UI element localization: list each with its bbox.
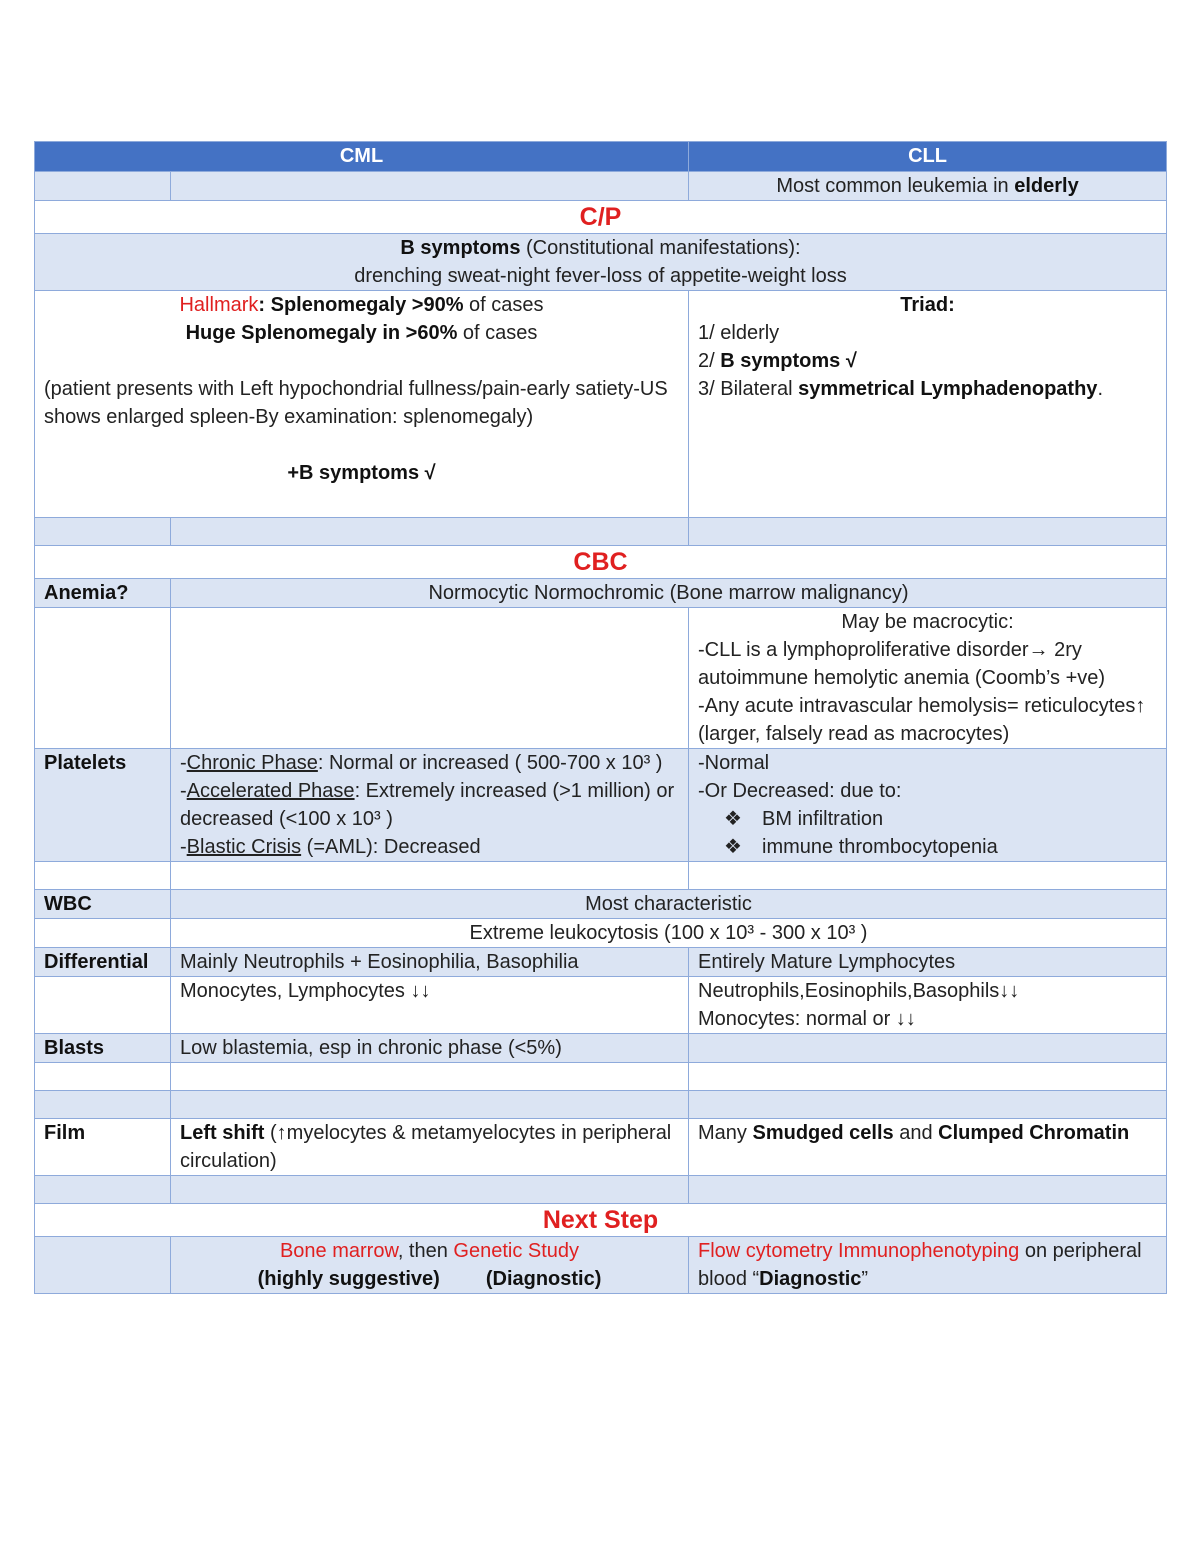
empty-cell [35, 1237, 171, 1294]
cml-presentation: (patient presents with Left hypochondrial fullness/pain-early satiety-US shows enlarged spleen-By examination: splenomegaly) [44, 378, 668, 428]
film-cml-rest: (↑myelocytes & metamyelocytes in peripheral circulation) [180, 1122, 672, 1172]
blank-row [35, 518, 1167, 546]
empty-cell [171, 862, 689, 890]
cll-triad-item3 [698, 375, 1157, 403]
cml-plt-accel: -Accelerated Phase: Extremely increased (>1 million) or decreased (<100 x 10³ ) [180, 780, 675, 830]
hallmark-colon: : [258, 294, 271, 316]
cll-next-cell [689, 1237, 1167, 1294]
empty-cell [171, 1063, 689, 1091]
row-film [35, 1119, 1167, 1176]
row-wbc-2 [35, 919, 1167, 948]
label-differential: Differential [35, 948, 171, 977]
cll-common-cell [689, 172, 1167, 201]
cml-next-line1 [180, 1237, 679, 1265]
row-b-symptoms [35, 234, 1167, 291]
label-blasts: Blasts [35, 1034, 171, 1063]
accel-label: Accelerated Phase [186, 780, 355, 802]
cll-triad-item1: 1/ elderly [698, 322, 780, 344]
row-wbc [35, 890, 1167, 919]
empty-cell [35, 1063, 171, 1091]
cml-platelets-cell [171, 749, 689, 862]
wbc-shared2: Extreme leukocytosis (100 x 10³ - 300 x 10³ ) [171, 919, 1167, 948]
hallmark-label: Hallmark [179, 294, 259, 316]
anemia-shared: Normocytic Normochromic (Bone marrow malignancy) [171, 579, 1167, 608]
label-wbc: WBC [35, 890, 171, 919]
empty-cell [35, 608, 171, 749]
next-note2: (Diagnostic) [485, 1268, 602, 1290]
empty-cell [35, 919, 171, 948]
empty-cell [171, 1091, 689, 1119]
cll-plt-bullet1 [698, 805, 1157, 833]
cll-plt-line2: -Or Decreased: due to: [698, 780, 902, 802]
blastic-label: Blastic Crisis [186, 836, 302, 858]
row-next-step [35, 1237, 1167, 1294]
cml-blasts: Low blastemia, esp in chronic phase (<5%) [171, 1034, 689, 1063]
b-symptoms-cell [35, 234, 1167, 291]
cll-diff-line1: Entirely Mature Lymphocytes [689, 948, 1167, 977]
section-title-cp: C/P [35, 201, 1167, 234]
empty-cell [171, 172, 689, 201]
b-symptoms-list: drenching sweat-night fever-loss of appetite-weight loss [354, 265, 847, 287]
next-genetic: Genetic Study [453, 1240, 580, 1262]
cml-diff-line1: Mainly Neutrophils + Eosinophilia, Basophilia [171, 948, 689, 977]
empty-cell [689, 1063, 1167, 1091]
empty-cell [689, 1034, 1167, 1063]
empty-cell [689, 1091, 1167, 1119]
row-differential [35, 948, 1167, 977]
b-symptoms-rest: (Constitutional manifestations): [520, 237, 801, 259]
comparison-table [34, 141, 1167, 1294]
row-anemia-detail [35, 608, 1167, 749]
cll-anemia-cell [689, 608, 1167, 749]
bullet2-text: immune thrombocytopenia [762, 836, 998, 858]
huge-bold: Huge Splenomegaly in >60% [185, 322, 458, 344]
film-cml-bold: Left shift [180, 1122, 265, 1144]
chronic-text: : Normal or increased ( 500-700 x 10³ ) [317, 752, 663, 774]
cml-plus-b: +B symptoms √ [287, 462, 436, 484]
header-cll: CLL [689, 142, 1167, 172]
next-bone-marrow: Bone marrow [279, 1240, 398, 1262]
empty-cell [171, 518, 689, 546]
row-cp-detail [35, 291, 1167, 518]
diamond-bullet-icon: ❖ [724, 836, 742, 858]
cll-cp-cell [689, 291, 1167, 518]
cll-diff-line3: Monocytes: normal or ↓↓ [698, 1008, 916, 1030]
wbc-shared1: Most characteristic [171, 890, 1167, 919]
next-flow-rest: on peripheral blood “ [698, 1240, 1142, 1290]
section-next-row [35, 1204, 1167, 1237]
cll-triad-title: Triad: [900, 294, 955, 316]
hallmark-rest: of cases [463, 294, 544, 316]
b-symptoms-line [44, 234, 1157, 262]
empty-cell [689, 518, 1167, 546]
empty-cell [689, 862, 1167, 890]
row-anemia [35, 579, 1167, 608]
diamond-bullet-icon: ❖ [724, 808, 742, 830]
bullet1-text: BM infiltration [762, 808, 884, 830]
label-film: Film [35, 1119, 171, 1176]
cml-plt-blastic: -Blastic Crisis (=AML): Decreased [180, 836, 481, 858]
row-blasts [35, 1034, 1167, 1063]
spacer [44, 347, 679, 375]
section-cbc-row [35, 546, 1167, 579]
cll-diff-line2: Neutrophils,Eosinophils,Basophils↓↓ [698, 980, 1020, 1002]
section-title-cbc: CBC [35, 546, 1167, 579]
cml-diff-line2: Monocytes, Lymphocytes ↓↓ [171, 977, 689, 1034]
film-cll-pre: Many [698, 1122, 753, 1144]
next-flow: Flow cytometry Immunophenotyping [698, 1240, 1020, 1262]
blank-row [35, 1091, 1167, 1119]
cll-anemia-line3: -Any acute intravascular hemolysis= reticulocytes↑ (larger, falsely read as macrocytes) [698, 695, 1146, 745]
empty-cell [35, 518, 171, 546]
item3-num: 3/ Bilateral [698, 378, 799, 400]
cll-common-bold: elderly [1014, 175, 1079, 197]
huge-rest: of cases [457, 322, 538, 344]
item2-bold: B symptoms √ [720, 350, 857, 372]
cll-platelets-cell [689, 749, 1167, 862]
item3-end: . [1097, 378, 1103, 400]
section-cp-row [35, 201, 1167, 234]
header-row [35, 142, 1167, 172]
empty-cell [171, 608, 689, 749]
accel-text: : Extremely increased (>1 million) or decreased (<100 x 10³ ) [180, 780, 675, 830]
item2-num: 2/ [698, 350, 721, 372]
label-anemia: Anemia? [35, 579, 171, 608]
row-differential-2 [35, 977, 1167, 1034]
film-cll-bold2: Clumped Chromatin [938, 1122, 1130, 1144]
next-then: , then [397, 1240, 454, 1262]
blank-row [35, 862, 1167, 890]
label-platelets: Platelets [35, 749, 171, 862]
empty-cell [35, 1091, 171, 1119]
cml-huge [44, 319, 679, 347]
row-platelets [35, 749, 1167, 862]
empty-cell [35, 977, 171, 1034]
b-symptoms-bold: B symptoms [400, 237, 521, 259]
cll-plt-bullet2 [698, 833, 1157, 861]
film-cll-bold1: Smudged cells [752, 1122, 894, 1144]
item3-bold: symmetrical Lymphadenopathy [798, 378, 1098, 400]
hallmark-bold: Splenomegaly >90% [270, 294, 464, 316]
empty-cell [689, 1176, 1167, 1204]
cll-plt-line1: -Normal [698, 752, 770, 774]
header-cml: CML [35, 142, 689, 172]
cml-next-cell [171, 1237, 689, 1294]
next-quote-end: ” [861, 1268, 869, 1290]
row-common [35, 172, 1167, 201]
chronic-label: Chronic Phase [186, 752, 318, 774]
next-note1: (highly suggestive) [257, 1268, 440, 1290]
cml-cp-cell [35, 291, 689, 518]
blank-row [35, 1176, 1167, 1204]
cll-film-cell [689, 1119, 1167, 1176]
next-diagnostic: Diagnostic [759, 1268, 862, 1290]
spacer [44, 431, 679, 459]
cll-anemia-line2: -CLL is a lymphoproliferative disorder→ 2ry autoimmune hemolytic anemia (Coomb’s +ve) [698, 639, 1106, 689]
cll-triad-item2 [698, 347, 1157, 375]
empty-cell [35, 862, 171, 890]
cml-plt-chronic: -Chronic Phase: Normal or increased ( 500-700 x 10³ ) [180, 752, 663, 774]
blank-row [35, 1063, 1167, 1091]
cll-anemia-line1: May be macrocytic: [841, 611, 1014, 633]
section-title-next: Next Step [35, 1204, 1167, 1237]
cml-film-cell [171, 1119, 689, 1176]
cll-diff-cell [689, 977, 1167, 1034]
cml-hallmark [44, 291, 679, 319]
cll-common-text: Most common leukemia in [776, 175, 1015, 197]
empty-cell [171, 1176, 689, 1204]
empty-cell [35, 1176, 171, 1204]
film-cll-mid: and [893, 1122, 939, 1144]
cml-next-line2 [180, 1265, 679, 1293]
empty-cell [35, 172, 171, 201]
blastic-text: (=AML): Decreased [301, 836, 481, 858]
